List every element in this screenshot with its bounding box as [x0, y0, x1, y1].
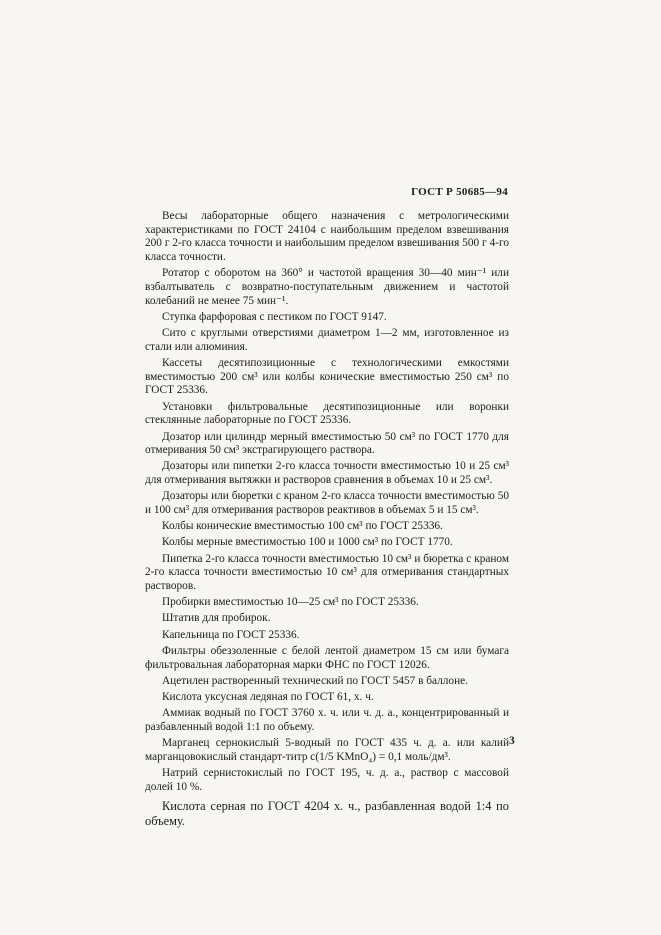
- paragraph: Ротатор с оборотом на 360° и частотой вращения 30—40 мин⁻¹ или взбалтыватель с возвратно-поступательным движением и частотой колебаний не менее 75 мин⁻¹.: [145, 267, 509, 307]
- paragraph: Сито с круглыми отверстиями диаметром 1—2 мм, изготовленное из стали или алюминия.: [145, 327, 509, 353]
- paragraph: Дозаторы или бюретки с краном 2-го класса точности вместимостью 50 и 100 см³ для отмеривания растворов реактивов в объемах 5 и 15 см³.: [145, 490, 509, 517]
- paragraph: Ступка фарфоровая с пестиком по ГОСТ 9147.: [162, 310, 387, 323]
- paragraph: Колбы конические вместимостью 100 см³ по ГОСТ 25336.: [162, 520, 443, 533]
- paragraph: Весы лабораторные общего назначения с метрологическими характеристиками по ГОСТ 24104 с наибольшим пределом взвешивания 200 г 2-го класса точности и наибольшим пределом взвешивания 500 г 4-го класса точности.: [145, 210, 509, 264]
- standard-header: ГОСТ Р 50685—94: [411, 186, 508, 198]
- paragraph: Кассеты десятипозиционные с технологическими емкостями вместимостью 200 см³ или колбы конические вместимостью 250 см³ по ГОСТ 25336.: [145, 357, 509, 397]
- paragraph: Пробирки вместимостью 10—25 см³ по ГОСТ 25336.: [162, 596, 419, 609]
- paragraph: Ацетилен растворенный технический по ГОСТ 5457 в баллоне.: [162, 674, 468, 687]
- paragraph: Пипетка 2-го класса точности вместимостью 10 см³ и бюретка с краном 2-го класса точности вместимостью 10 см³ для отмеривания стандартных растворов.: [145, 552, 509, 593]
- paragraph: Дозаторы или пипетки 2-го класса точности вместимостью 10 и 25 см³ для отмеривания вытяжки и растворов сравнения в объемах 10 и 25 см³.: [145, 460, 509, 487]
- paragraph: Дозатор или цилиндр мерный вместимостью 50 см³ по ГОСТ 1770 для отмеривания 50 см³ экстрагирующего раствора.: [145, 430, 509, 457]
- paragraph: Кислота серная по ГОСТ 4204 х. ч., разбавленная водой 1:4 по объему.: [145, 799, 509, 829]
- equipment-list: [145, 210, 509, 831]
- paragraph: Натрий сернистокислый по ГОСТ 195, ч. д. а., раствор с массовой долей 10 %.: [145, 767, 509, 793]
- page-number: 3: [509, 735, 515, 747]
- paragraph: Колбы мерные вместимостью 100 и 1000 см³ по ГОСТ 1770.: [162, 536, 453, 549]
- paragraph: Марганец сернокислый 5-водный по ГОСТ 435 ч. д. а. или калий марганцовокислый стандарт-титр c(1/5 KMnO₄) = 0,1 моль/дм³.: [145, 737, 509, 763]
- paragraph: Фильтры обеззоленные с белой лентой диаметром 15 см или бумага фильтровальная лабораторная марки ФНС по ГОСТ 12026.: [145, 644, 509, 671]
- paragraph: Капельница по ГОСТ 25336.: [162, 628, 300, 641]
- paragraph: Аммиак водный по ГОСТ 3760 х. ч. или ч. д. а., концентрированный и разбавленный водой 1:1 по объему.: [145, 707, 509, 733]
- paragraph: Установки фильтровальные десятипозиционные или воронки стеклянные лабораторные по ГОСТ 25336.: [145, 400, 509, 427]
- paragraph: Кислота уксусная ледяная по ГОСТ 61, х. ч.: [162, 691, 374, 703]
- paragraph: Штатив для пробирок.: [162, 612, 271, 625]
